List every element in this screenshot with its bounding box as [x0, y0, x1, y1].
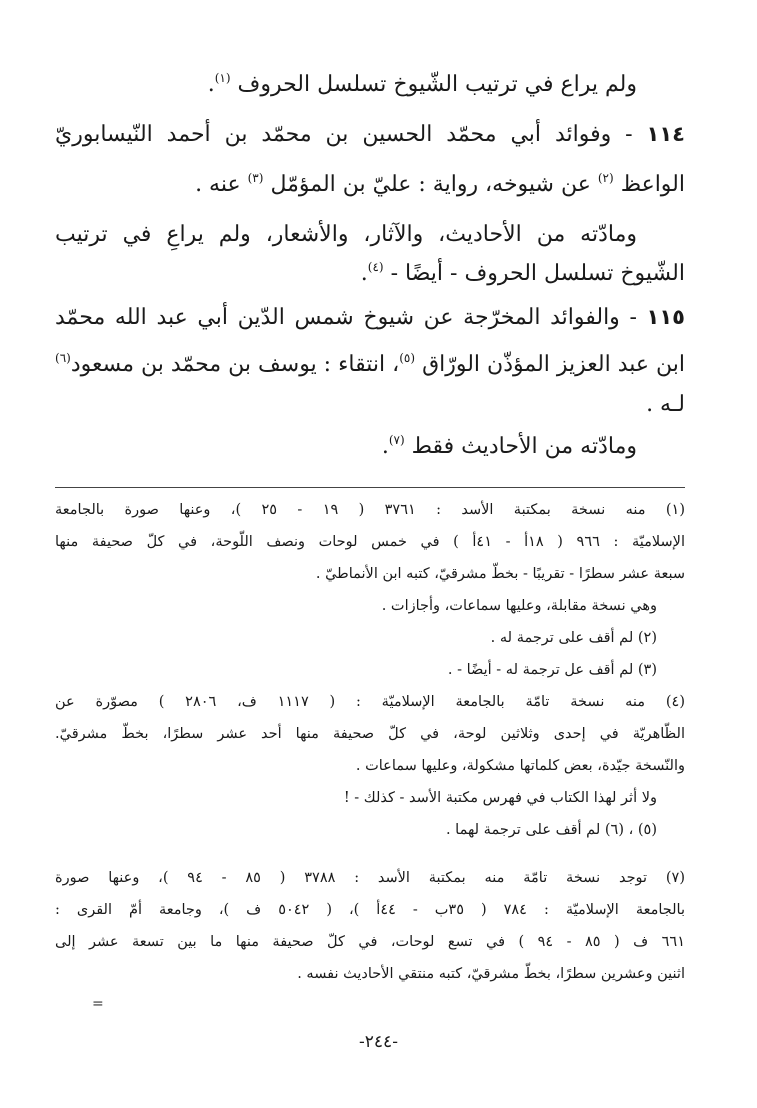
main-text: ومادّته من الأحاديث فقط — [411, 434, 637, 459]
footnote-text: (٢) لم أقف على ترجمة له . — [490, 630, 657, 646]
footnote-line-2 — [55, 530, 685, 554]
footnote-ref: (٣) — [247, 171, 264, 185]
footnote-line-11 — [55, 818, 657, 842]
footnote-line-8 — [55, 722, 685, 746]
footnote-line-5 — [55, 626, 657, 650]
main-line-6 — [55, 300, 685, 334]
main-line-8 — [55, 388, 685, 422]
main-line-3 — [55, 168, 685, 202]
main-line-4 — [55, 218, 637, 252]
entry-number: ١١٤ — [646, 122, 685, 146]
punctuation: . — [360, 261, 368, 286]
main-text: ابن عبد العزيز المؤذّن الورّاق — [422, 352, 685, 377]
footnote-text: (٣) لم أقف عل ترجمة له - أيضًا - . — [447, 662, 657, 678]
footnote-ref: (٢) — [597, 171, 614, 185]
page-number: -٢٤٤- — [359, 1032, 398, 1052]
footnote-line-15 — [55, 962, 685, 986]
footnote-ref: (٤) — [367, 260, 384, 274]
footnote-text: ولا أثر لهذا الكتاب في فهرس مكتبة الأسد - كذلك - ! — [343, 790, 657, 806]
main-text: ولم يراع في ترتيب الشّيوخ تسلسل الحروف — [237, 72, 637, 97]
main-text: - والفوائد المخرّجة عن شيوخ شمس الدّين أبي عبد الله محمّد — [55, 305, 637, 330]
footnote-ref: (٥) — [399, 351, 416, 365]
main-text: عن شيوخه، رواية : عليّ بن المؤمّل — [270, 172, 591, 197]
footnote-line-12 — [55, 866, 685, 890]
main-line-9 — [55, 430, 637, 464]
main-line-7 — [55, 348, 685, 382]
main-text: الشّيوخ تسلسل الحروف - أيضًا - — [390, 261, 685, 286]
main-text: عنه . — [195, 172, 241, 197]
continuation-mark: = — [92, 996, 104, 1012]
footnote-line-3 — [55, 562, 685, 586]
footnote-line-13 — [55, 898, 685, 922]
footnote-text: (١) منه نسخة بمكتبة الأسد : ٣٧٦١ ( ١٩ - ٢٥ )، وعنها صورة بالجامعة — [55, 502, 685, 518]
punctuation: . — [381, 434, 389, 459]
punctuation: . — [207, 72, 215, 97]
footnote-text: والنّسخة جيّدة، بعض كلماتها مشكولة، وعليها سماعات . — [355, 758, 685, 774]
footnote-text: اثنين وعشرين سطرًا، بخطّ مشرقيّ، كتبه منتقي الأحاديث نفسه . — [297, 966, 685, 982]
footnote-text: الظّاهريّة في إحدى وثلاثين لوحة، في كلّ صحيفة منها أحد عشر سطرًا، بخطّ مشرقيّ. — [55, 726, 685, 742]
footnote-text: سبعة عشر سطرًا - تقريبًا - بخطّ مشرقيّ، كتبه ابن الأنماطيّ . — [315, 566, 685, 582]
footnote-text: (٤) منه نسخة تامّة بالجامعة الإسلاميّة : ( ١١١٧ ف، ٢٨٠٦ ) مصوّرة عن — [55, 694, 685, 710]
footnote-line-1 — [55, 498, 685, 522]
main-line-2 — [55, 117, 685, 151]
footnote-ref: (٧) — [388, 433, 405, 447]
footnote-text: ٦٦١ ف ( ٨٥ - ٩٤ ) في تسع لوحات، في كلّ صحيفة منها ما بين تسعة عشر إلى — [55, 934, 685, 950]
footnote-text: بالجامعة الإسلاميّة : ٧٨٤ ( ٣٥ب - ٤٤أ )، ( ٥٠٤٢ ف )، وجامعة أمّ القرى : — [55, 902, 685, 918]
footnote-ref: (١) — [214, 71, 231, 85]
main-line-1 — [55, 68, 637, 102]
footnote-text: الإسلاميّة : ٩٦٦ ( ١٨أ - ٤١أ ) في خمس لوحات ونصف اللّوحة، في كلّ صحيفة منها — [55, 534, 685, 550]
footnote-text: وهي نسخة مقابلة، وعليها سماعات، وأجازات . — [381, 598, 657, 614]
main-text: - وفوائد أبي محمّد الحسين بن محمّد بن أحمد النّيسابوريّ — [55, 122, 633, 147]
entry-number: ١١٥ — [646, 305, 685, 329]
footnote-text: (٥) ، (٦) لم أقف على ترجمة لهما . — [445, 822, 657, 838]
footnote-separator — [55, 487, 685, 488]
footnote-line-6 — [55, 658, 657, 682]
footnote-line-4 — [55, 594, 657, 618]
main-text: الواعظ — [620, 172, 685, 197]
footnote-line-9 — [55, 754, 685, 778]
main-text: ومادّته من الأحاديث، والآثار، والأشعار، ولم يراعِ في ترتيب — [55, 222, 637, 247]
footnote-line-14 — [55, 930, 685, 954]
footnote-line-7 — [55, 690, 685, 714]
footnote-text: (٧) توجد نسخة تامّة منه بمكتبة الأسد : ٣٧٨٨ ( ٨٥ - ٩٤ )، وعنها صورة — [55, 870, 685, 886]
main-text: ، انتقاء : يوسف بن محمّد بن مسعود — [70, 352, 400, 377]
main-line-5 — [55, 257, 685, 291]
footnote-line-10 — [55, 786, 657, 810]
footnote-ref: (٦) — [55, 351, 71, 365]
main-text: لـه . — [646, 392, 685, 417]
